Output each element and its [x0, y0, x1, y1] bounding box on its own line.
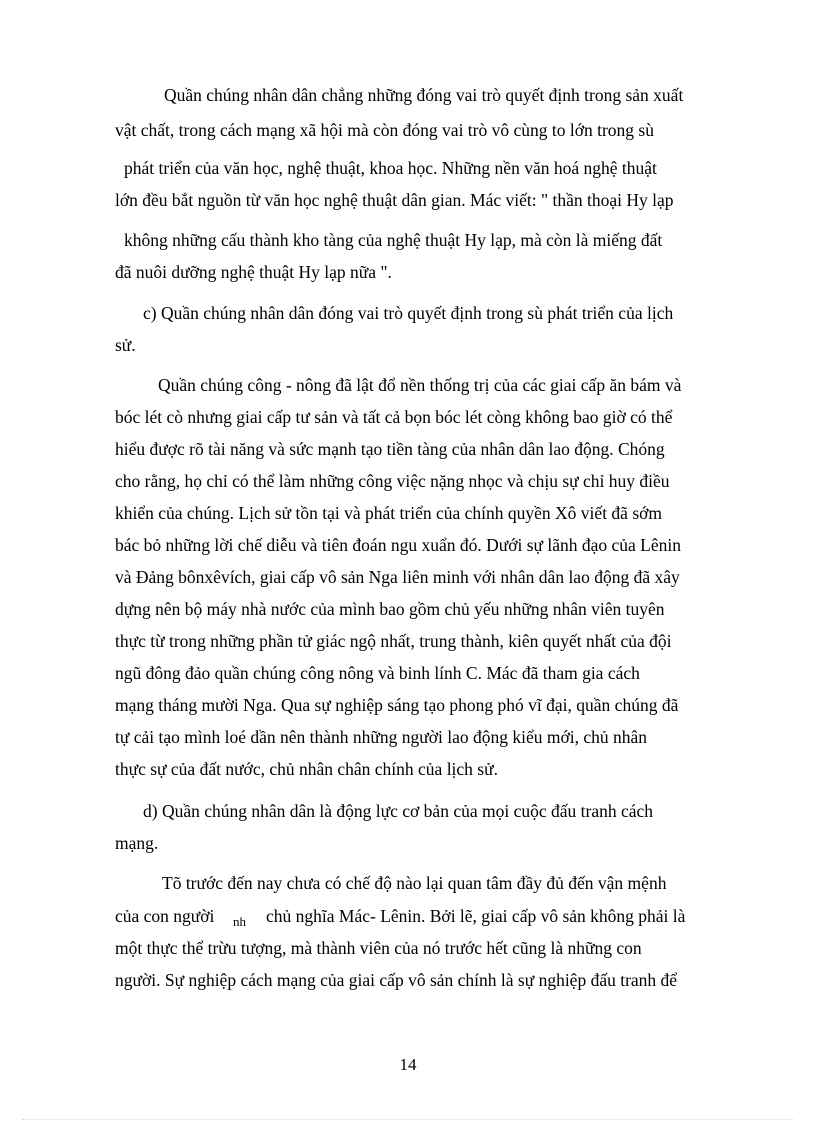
section-heading: d) Quần chúng nhân dân là động lực cơ bản của mọi cuộc đấu tranh cách	[143, 801, 654, 821]
text-line: hiểu được rõ tài năng và sức mạnh tạo tiền tàng của nhân dân lao động. Chóng	[115, 439, 665, 459]
text-line: thực từ trong những phần tử giác ngộ nhất, trung thành, kiên quyết nhất của đội	[115, 631, 672, 651]
text-line: đã nuôi dưỡng nghệ thuật Hy lạp nữa ".	[115, 262, 392, 282]
text-line: phát triển của văn học, nghệ thuật, khoa học. Những nền văn hoá nghệ thuật	[124, 158, 657, 178]
text-fragment: nh	[233, 914, 246, 929]
text-line: thực sự của đất nước, chủ nhân chân chính của lịch sử.	[115, 759, 498, 779]
section-heading: c) Quần chúng nhân dân đóng vai trò quyết định trong sù phát triển của lịch	[143, 303, 674, 323]
text-line: của con người	[115, 906, 215, 926]
text-line: cho rằng, họ chỉ có thể làm những công việc nặng nhọc và chịu sự chỉ huy điều	[115, 471, 670, 491]
text-line: tự cải tạo mình loé dần nên thành những người lao động kiểu mới, chủ nhân	[115, 727, 647, 747]
section-heading: sử.	[115, 335, 136, 355]
text-line: và Đảng bônxêvích, giai cấp vô sản Nga liên minh với nhân dân lao động đã xây	[115, 567, 680, 587]
text-line: không những cấu thành kho tàng của nghệ thuật Hy lạp, mà còn là miếng đất	[124, 230, 663, 250]
section-heading: mạng.	[115, 833, 159, 853]
text-line: Quần chúng công - nông đã lật đổ nền thống trị của các giai cấp ăn bám và	[158, 375, 682, 395]
text-line: vật chất, trong cách mạng xã hội mà còn đóng vai trò vô cùng to lớn trong sù	[115, 120, 654, 140]
page-bottom-divider	[22, 1119, 794, 1120]
text-line: một thực thể trừu tượng, mà thành viên của nó trước hết cũng là những con	[115, 938, 642, 958]
text-line: khiển của chúng. Lịch sử tồn tại và phát triển của chính quyền Xô viết đã sớm	[115, 503, 662, 523]
text-line: mạng tháng mười Nga. Qua sự nghiệp sáng tạo phong phó vĩ đại, quần chúng đã	[115, 695, 679, 715]
text-line: Tõ trước đến nay chưa có chế độ nào lại quan tâm đầy đủ đến vận mệnh	[162, 873, 667, 893]
page-number: 14	[399, 1055, 417, 1074]
text-line: ngũ đông đảo quần chúng công nông và binh lính C. Mác đã tham gia cách	[115, 663, 640, 683]
text-line: người. Sự nghiệp cách mạng của giai cấp vô sản chính là sự nghiệp đấu tranh để	[115, 970, 678, 990]
text-line: bác bỏ những lời chế diễu và tiên đoán ngu xuẩn đó. Dưới sự lãnh đạo của Lênin	[115, 535, 681, 555]
text-line: Quần chúng nhân dân chẳng những đóng vai trò quyết định trong sản xuất	[164, 85, 684, 105]
text-line: lớn đều bắt nguồn từ văn học nghệ thuật dân gian. Mác viết: " thần thoại Hy lạp	[115, 190, 674, 210]
text-line: bóc lét cò nhưng giai cấp tư sản và tất cả bọn bóc lét còng không bao giờ có thể	[115, 407, 673, 427]
text-line: chủ nghĩa Mác- Lênin. Bởi lẽ, giai cấp vô sản không phải là	[266, 906, 686, 926]
text-line: dựng nên bộ máy nhà nước của mình bao gồm chủ yếu những nhân viên tuyên	[115, 599, 665, 619]
